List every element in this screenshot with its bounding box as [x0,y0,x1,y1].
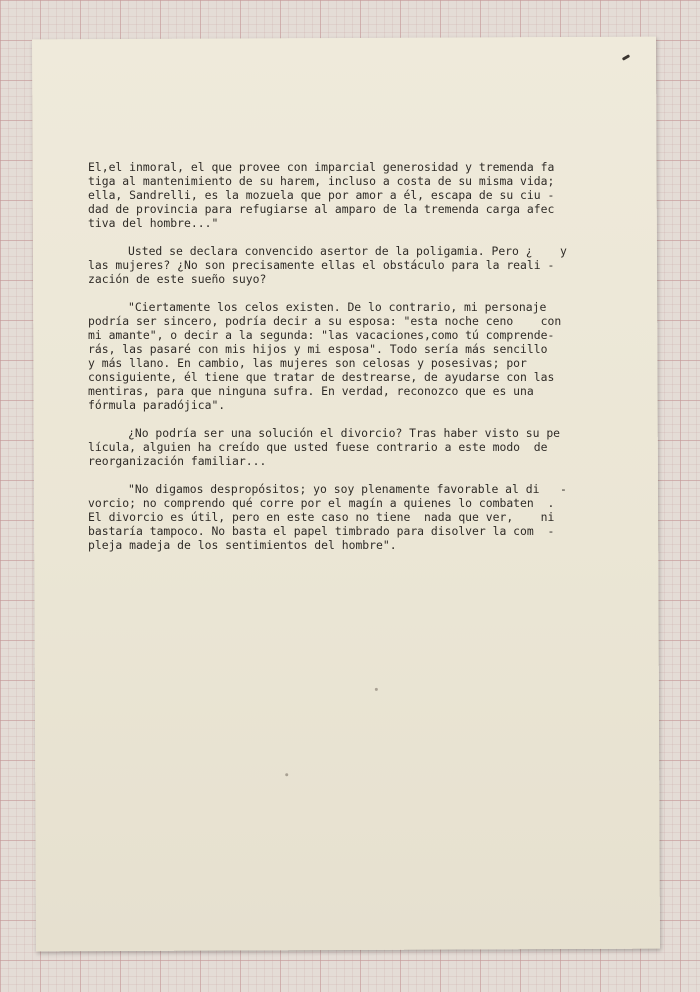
text-line: mi amante", o decir a la segunda: "las vacaciones,como tú comprende- [88,328,555,342]
text-line: vorcio; no comprendo qué corre por el magín a quienes lo combaten . [88,496,555,510]
text-line: tiva del hombre..." [88,216,219,230]
paragraph-1 [88,160,618,230]
paragraph-2 [88,244,618,286]
text-line: rás, las pasaré con mis hijos y mi esposa". Todo sería más sencillo [88,342,548,356]
text-line: reorganización familiar... [88,454,267,468]
text-line: bastaría tampoco. No basta el papel timbrado para disolver la com - [88,524,555,538]
text-line: El divorcio es útil, pero en este caso no tiene nada que ver, ni [88,510,555,524]
text-line: las mujeres? ¿No son precisamente ellas el obstáculo para la reali - [88,258,555,272]
text-line: podría ser sincero, podría decir a su esposa: "esta noche ceno con [88,314,562,328]
text-line: "Ciertamente los celos existen. De lo contrario, mi personaje [128,300,547,314]
text-line: El,el inmoral, el que provee con imparcial generosidad y tremenda fa [88,160,555,174]
paragraph-5 [88,482,618,552]
text-line: zación de este sueño suyo? [88,272,267,286]
text-line: lícula, alguien ha creído que usted fuese contrario a este modo de [88,440,548,454]
text-line: fórmula paradójica". [88,398,226,412]
text-line: y más llano. En cambio, las mujeres son celosas y posesivas; por [88,356,527,370]
text-line: Usted se declara convencido asertor de la poligamia. Pero ¿ y [128,244,567,258]
paragraph-4 [88,426,618,468]
paper-speck [375,688,378,691]
text-line: consiguiente, él tiene que tratar de destrearse, de ayudarse con las [88,370,555,384]
paragraph-3 [88,300,618,412]
typed-text-body [88,160,618,566]
text-line: ella, Sandrelli, es la mozuela que por amor a él, escapa de su ciu - [88,188,555,202]
text-line: "No digamos despropósitos; yo soy plenamente favorable al di - [128,482,567,496]
text-line: tiga al mantenimiento de su harem, incluso a costa de su misma vida; [88,174,555,188]
text-line: dad de provincia para refugiarse al amparo de la tremenda carga afec [88,202,555,216]
text-line: pleja madeja de los sentimientos del hombre". [88,538,397,552]
text-line: ¿No podría ser una solución el divorcio? Tras haber visto su pe [128,426,561,440]
paper-speck [285,773,288,776]
text-line: mentiras, para que ninguna sufra. En verdad, reconozco que es una [88,384,534,398]
